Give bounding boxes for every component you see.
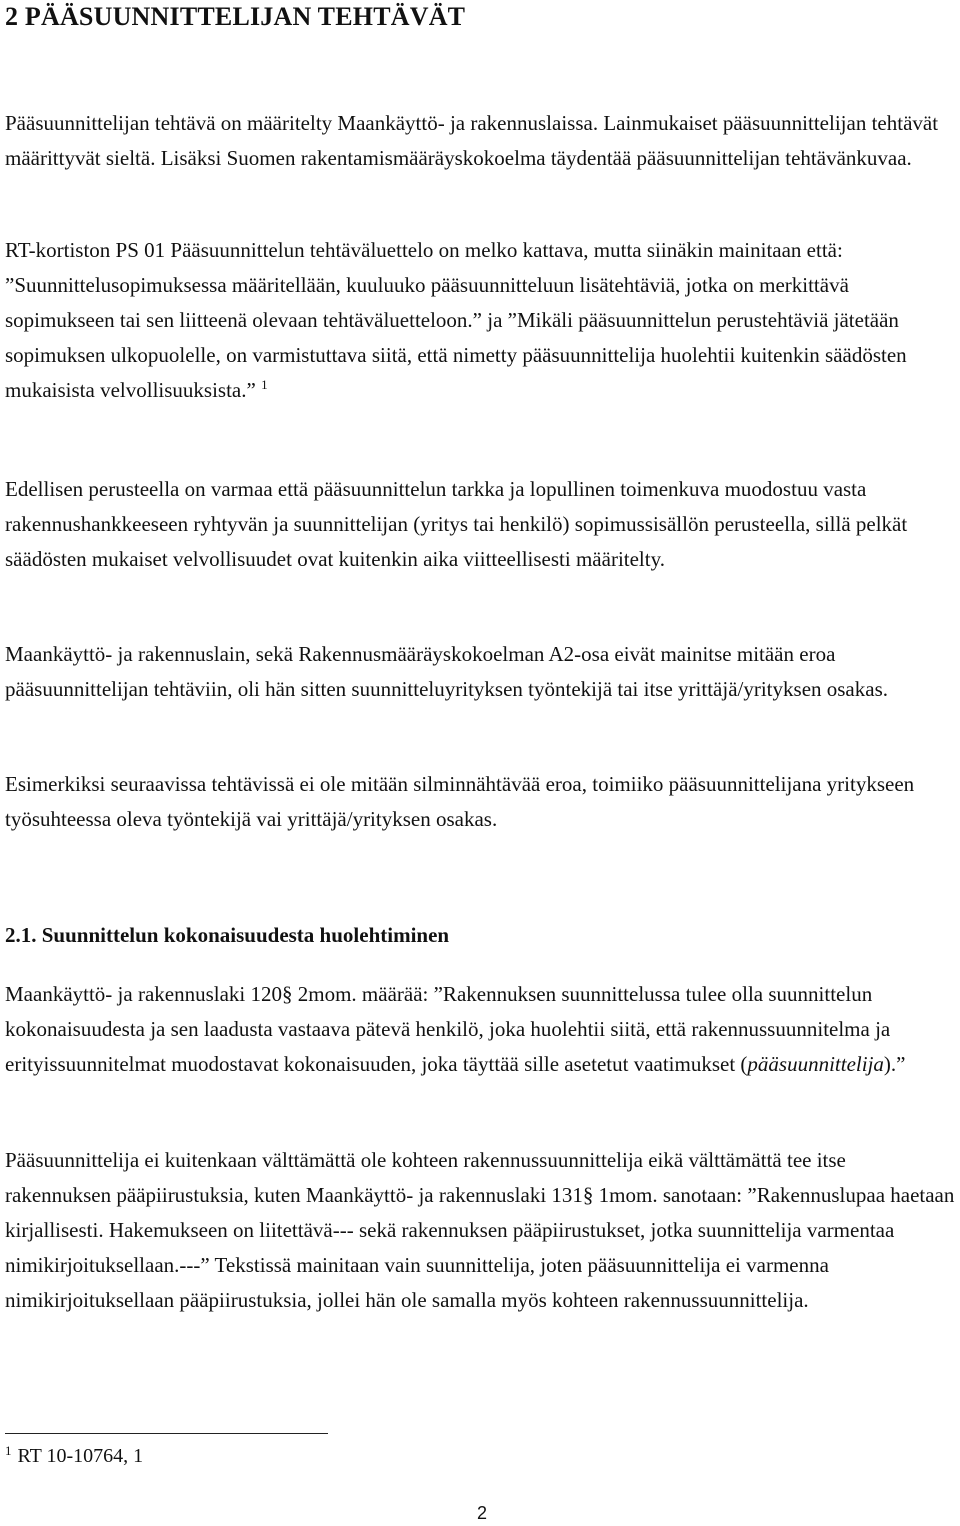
paragraph-mrl-131: Pääsuunnittelija ei kuitenkaan välttämättä ole kohteen rakennussuunnittelija eikä välttämättä tee itse rakennuksen pääpiirustuksia, kuten Maankäyttö- ja rakennuslaki 131§ 1mom. sanotaan: ”Rakennuslupaa haetaan kirjallisesti. Hakemukseen on liitettävä--- sekä rakennuksen pääpiirustukset, jotka suunnittelija varmentaa nimikirjoituksellaan.---” Tekstissä mainitaan vain suunnittelija, joten pääsuunnittelija ei varmenna nimikirjoituksellaan pääpiirustuksia, jollei hän ole samalla myös kohteen rakennussuunnittelija. (5, 1148, 955, 1312)
paragraph-perusteella: Edellisen perusteella on varmaa että pääsuunnittelun tarkka ja lopullinen toimenkuva muodostuu vasta rakennushankkeeseen ryhtyvän ja suunnittelijan (yritys tai henkilö) sopimussisällön perusteella, sillä pelkät säädösten mukaiset velvollisuudet ovat kuitenkin aika viitteellisesti määritelty. (5, 477, 908, 571)
footnote-divider (5, 1433, 328, 1434)
paragraph-mrl-120-text: Maankäyttö- ja rakennuslaki 120§ 2mom. määrää: ”Rakennuksen suunnittelussa tulee olla suunnittelun kokonaisuudesta ja sen laadusta vastaava pätevä henkilö, joka huolehtii siitä, että rakennussuunnitelma ja erityissuunnitelmat muodostavat kokonaisuuden, joka täyttää sille asetetut vaatimukset ( (5, 982, 891, 1076)
paragraph-rt-kortisto-text: RT-kortiston PS 01 Pääsuunnittelun tehtäväluettelo on melko kattava, mutta siinäkin mainitaan että: ”Suunnittelusopimuksessa määritellään, kuuluuko pääsuunnitteluun lisätehtäviä, jotka on merkittävä sopimukseen tai sen liitteenä olevaan tehtäväluetteloon.” ja ”Mikäli pääsuunnittelun perustehtäviä jätetään sopimuksen ulkopuolelle, on varmistuttava siitä, että nimetty pääsuunnittelija huolehtii kuitenkin säädösten mukaisista velvollisuuksista.” (5, 238, 907, 402)
paragraph-maankaytto: Maankäyttö- ja rakennuslain, sekä Rakennusmääräyskokoelman A2-osa eivät mainitse mitään eroa pääsuunnittelijan tehtäviin, oli hän sitten suunnitteluyrityksen työntekijä tai itse yrittäjä/yrityksen osakas. (5, 642, 888, 701)
footnote-reference: 1 (261, 377, 268, 392)
paragraph-mrl-120 (5, 977, 955, 1082)
paragraph-intro: Pääsuunnittelijan tehtävä on määritelty Maankäyttö- ja rakennuslaissa. Lainmukaiset pääsuunnittelijan tehtävät määrittyvät sieltä. Lisäksi Suomen rakentamismääräyskokoelma täydentää pääsuunnittelijan tehtävänkuvaa. (5, 111, 939, 170)
footnote-marker: 1 (5, 1443, 12, 1458)
paragraph-rt-kortisto (5, 233, 955, 408)
page-heading: 2 PÄÄSUUNNITTELIJAN TEHTÄVÄT (5, 2, 466, 31)
paragraph-mrl-120-end: ).” (883, 1052, 906, 1076)
paragraph-mrl-120-italic: pääsuunnittelija (747, 1052, 884, 1076)
paragraph-esimerkiksi: Esimerkiksi seuraavissa tehtävissä ei ole mitään silminnähtävää eroa, toimiiko pääsuunnittelijana yritykseen työsuhteessa oleva työntekijä vai yrittäjä/yrityksen osakas. (5, 772, 915, 831)
footnote (5, 1445, 143, 1468)
section-subheading: 2.1. Suunnittelun kokonaisuudesta huolehtiminen (5, 923, 450, 947)
page-number: 2 (477, 1503, 488, 1523)
footnote-text: RT 10-10764, 1 (17, 1445, 144, 1467)
